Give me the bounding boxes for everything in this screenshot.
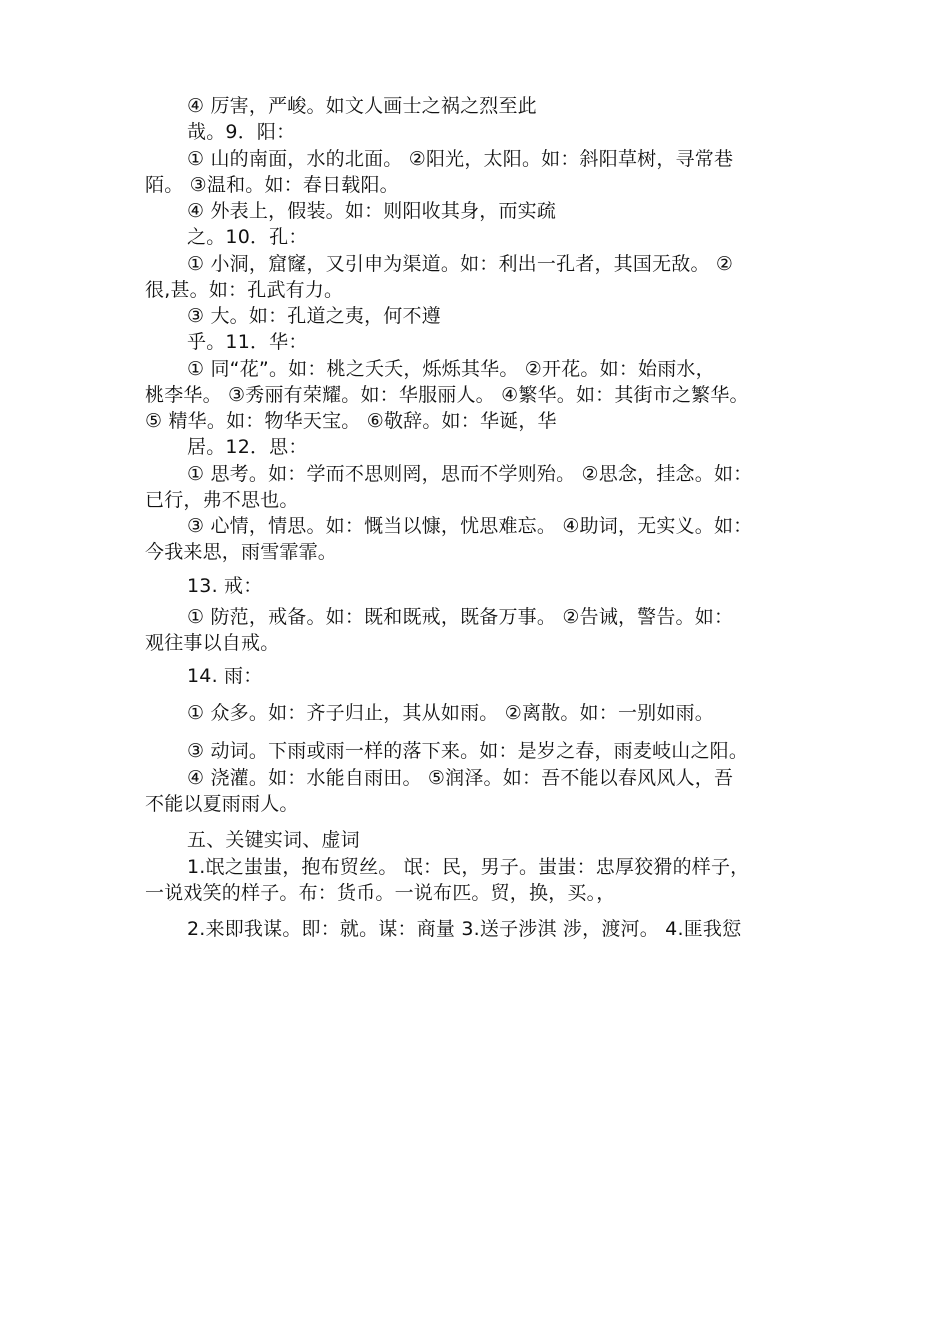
text-line: 之。10．孔：	[187, 226, 308, 248]
text-line: ③ 动词。下雨或雨一样的落下来。如：是岁之春，雨麦岐山之阳。	[187, 740, 749, 762]
text-line: 很,甚。如：孔武有力。	[145, 279, 344, 301]
text-line: ④ 厉害，严峻。如文人画士之祸之烈至此	[187, 95, 537, 117]
text-line: ① 众多。如：齐子归止，其从如雨。 ②离散。如：一别如雨。	[187, 702, 714, 724]
text-line: ① 思考。如：学而不思则罔，思而不学则殆。 ②思念，挂念。如：	[187, 463, 753, 485]
text-line: ① 山的南面，水的北面。 ②阳光，太阳。如：斜阳草树，寻常巷	[187, 148, 734, 170]
text-line: 哉。9．阳：	[187, 121, 296, 143]
text-line: 一说戏笑的样子。布：货币。一说布匹。贸，换，买。，	[145, 882, 616, 904]
text-line: 观往事以自戒。	[145, 632, 280, 654]
text-line: ③ 心情，情思。如：慨当以慷，忧思难忘。 ④助词，无实义。如：	[187, 515, 753, 537]
text-line: 已行，弗不思也。	[145, 489, 299, 511]
text-line: 陌。 ③温和。如：春日载阳。	[145, 174, 399, 196]
text-line: 桃李华。 ③秀丽有荣耀。如：华服丽人。 ④繁华。如：其街市之繁华。	[145, 384, 749, 406]
text-line: ⑤ 精华。如：物华天宝。 ⑥敬辞。如：华诞，华	[145, 410, 557, 432]
text-line: ① 小洞，窟窿，又引申为渠道。如：利出一孔者，其国无敌。 ②	[187, 253, 734, 275]
text-line: 居。12．思：	[187, 436, 308, 458]
text-line: 乎。11．华：	[187, 331, 308, 353]
text-line: ④ 浇灌。如：水能自雨田。 ⑤润泽。如：吾不能以春风风人，吾	[187, 767, 734, 789]
text-line: 14. 雨：	[187, 665, 263, 687]
text-line: 1.氓之蚩蚩，抱布贸丝。 氓：民，男子。蚩蚩：忠厚狡猾的样子，	[187, 856, 750, 878]
text-line: 不能以夏雨雨人。	[145, 793, 299, 815]
text-line: ③ 大。如：孔道之夷，何不遵	[187, 305, 441, 327]
text-line: 今我来思，雨雪霏霏。	[145, 541, 338, 563]
section-heading: 五、关键实词、虚词	[187, 829, 360, 851]
text-line: 13. 戒：	[187, 575, 263, 597]
text-line: ④ 外表上，假装。如：则阳收其身，而实疏	[187, 200, 557, 222]
text-line: 2.来即我谋。即：就。谋：商量 3.送子涉淇 涉，渡河。 4.匪我愆	[187, 918, 742, 940]
text-line: ① 防范，戒备。如：既和既戒，既备万事。 ②告诫，警告。如：	[187, 606, 734, 628]
text-line: ① 同“花”。如：桃之夭夭，烁烁其华。 ②开花。如：始雨水，	[187, 358, 715, 380]
